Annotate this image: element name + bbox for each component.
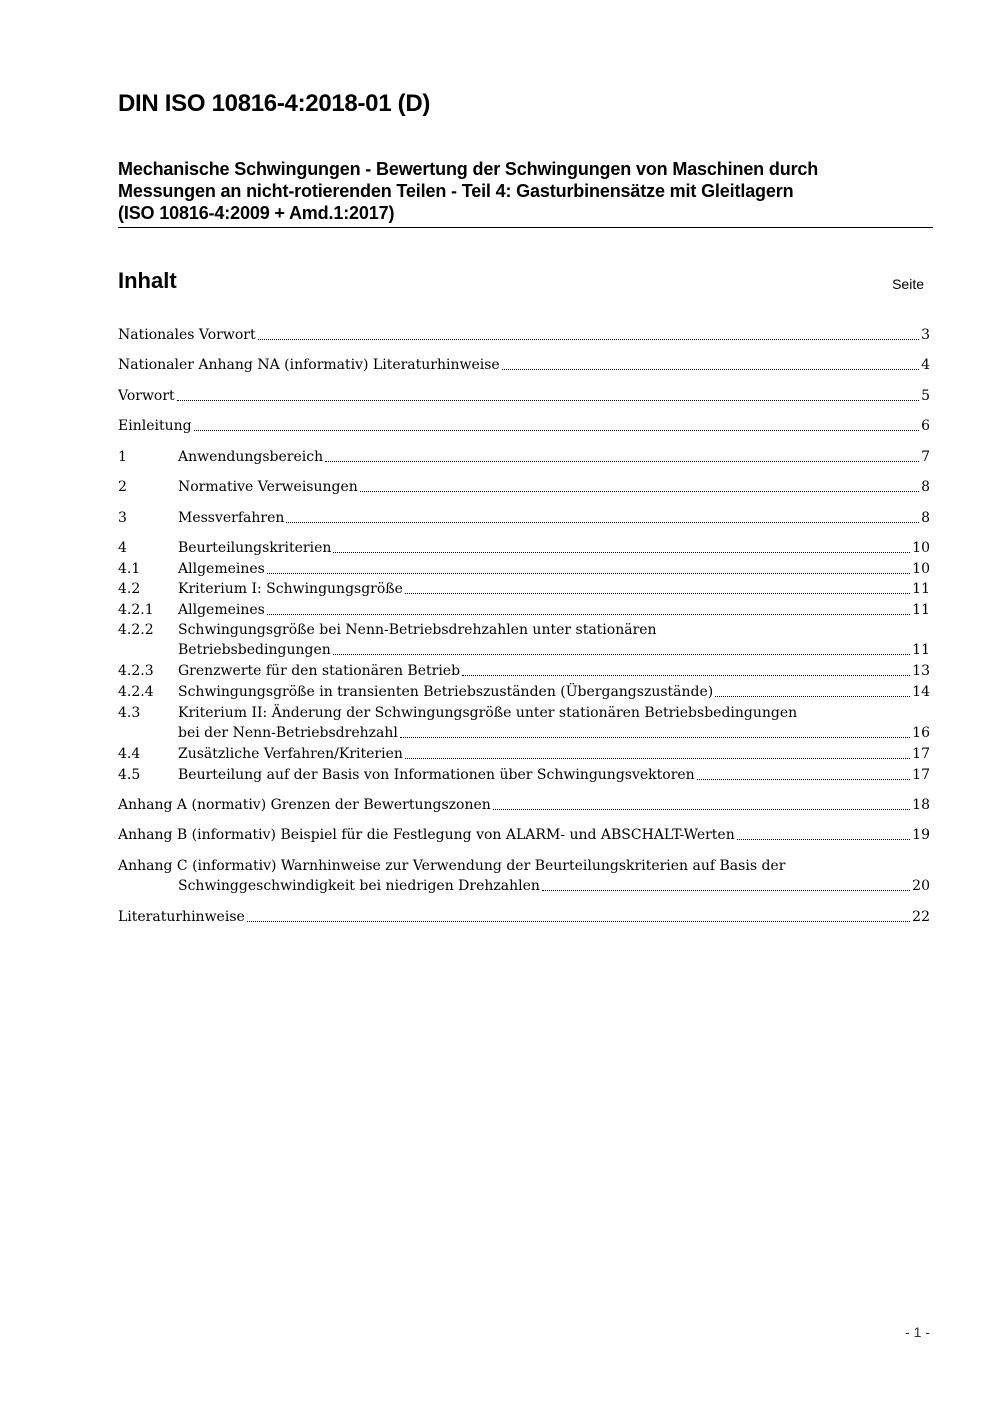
toc-entry-title: Kriterium I: Schwingungsgröße [178,581,403,597]
toc-entry-number: 4.2.2 [118,622,154,638]
toc-entry[interactable] [118,703,930,743]
toc-entry-number: 4.1 [118,561,141,577]
toc-entry[interactable] [118,508,930,528]
toc-entry-page: 11 [912,602,930,618]
toc-entry-title-continued: Betriebsbedingungen [178,642,331,658]
dot-leader [247,921,910,922]
toc-entry-page: 5 [921,388,930,404]
toc-entry-title: Grenzwerte für den stationären Betrieb [178,663,461,679]
toc-entry[interactable] [118,579,930,599]
subtitle-line: Messungen an nicht-rotierenden Teilen - Teil 4: Gasturbinensätze mit Gleitlagern [118,181,794,201]
dot-leader [502,369,919,370]
toc-entry-page: 20 [912,878,930,894]
toc-entry[interactable] [118,386,930,406]
subtitle-line: (ISO 10816-4:2009 + Amd.1:2017) [118,203,395,223]
document-title: DIN ISO 10816-4:2018-01 (D) [118,90,431,117]
toc-heading: Inhalt [118,268,177,293]
toc-entry-page: 17 [912,767,930,783]
dot-leader [258,339,920,340]
document-subtitle [118,158,933,228]
toc-entry[interactable] [118,447,930,467]
toc-entry[interactable] [118,355,930,375]
toc-entry-page: 8 [921,479,930,495]
toc-entry-title: Beurteilung auf der Basis von Informationen über Schwingungsvektoren [178,767,695,783]
toc-entry-title: Anhang A (normativ) Grenzen der Bewertungszonen [118,797,491,813]
dot-leader [286,522,919,523]
toc-entry-page: 14 [912,684,930,700]
toc-entry-page: 18 [912,797,930,813]
toc-entry[interactable] [118,416,930,436]
toc-entry-title: Allgemeines [178,602,265,618]
toc-entry-title: Zusätzliche Verfahren/Kriterien [178,746,403,762]
toc-entry-title: Anhang C (informativ) Warnhinweise zur Verwendung der Beurteilungskriterien auf Basis der [118,858,786,874]
toc-entry-number: 1 [118,449,127,465]
dot-leader [400,737,910,738]
toc-entry[interactable] [118,907,930,927]
toc-entry-page: 3 [921,327,930,343]
toc-entry[interactable] [118,825,930,845]
toc-entry[interactable] [118,559,930,579]
toc-entry-title: Nationaler Anhang NA (informativ) Literaturhinweise [118,357,500,373]
toc-entry[interactable] [118,477,930,497]
toc-entry-page: 16 [912,725,930,741]
toc-entry-title: Anhang B (informativ) Beispiel für die Festlegung von ALARM- und ABSCHALT-Werten [118,827,735,843]
toc-entry-title: Beurteilungskriterien [178,540,332,556]
toc-entry-page: 11 [912,642,930,658]
toc-entry[interactable] [118,795,930,815]
toc-entry[interactable] [118,765,930,785]
dot-leader [360,491,919,492]
toc-entry-title-continued: bei der Nenn-Betriebsdrehzahl [178,725,398,741]
dot-leader [333,654,910,655]
toc-entry[interactable] [118,856,930,896]
toc-entry-title: Schwingungsgröße in transienten Betriebszuständen (Übergangszustände) [178,684,714,700]
toc-entry-number: 4.5 [118,767,141,783]
dot-leader [405,593,910,594]
dot-leader [194,430,920,431]
dot-leader [462,675,910,676]
toc-entry-number: 4.2.1 [118,602,154,618]
toc-entry-page: 10 [912,561,930,577]
dot-leader [267,573,910,574]
toc-entry-number: 4.2 [118,581,141,597]
toc-entry-title: Anwendungsbereich [178,449,324,465]
toc-page-column-label: Seite [892,276,924,292]
toc-entry-page: 7 [921,449,930,465]
toc-entry-page: 11 [912,581,930,597]
toc-entry[interactable] [118,538,930,558]
toc-entry-number: 2 [118,479,127,495]
toc-entry-number: 4 [118,540,127,556]
toc-entry[interactable] [118,600,930,620]
toc-entry-title: Literaturhinweise [118,909,245,925]
dot-leader [542,890,910,891]
toc-entry-number: 4.4 [118,746,141,762]
dot-leader [737,839,910,840]
toc-entry-title: Einleitung [118,418,192,434]
toc-entry-page: 17 [912,746,930,762]
toc-entry-page: 13 [912,663,930,679]
toc-entry-page: 4 [921,357,930,373]
dot-leader [493,809,910,810]
toc-entry-title: Allgemeines [178,561,265,577]
dot-leader [405,758,910,759]
toc-entry[interactable] [118,682,930,702]
toc-entry-page: 19 [912,827,930,843]
dot-leader [177,400,919,401]
toc-entry-number: 4.3 [118,705,141,721]
dot-leader [267,614,910,615]
dot-leader [715,696,910,697]
toc-entry-title: Messverfahren [178,510,285,526]
toc-entry[interactable] [118,661,930,681]
toc-entry-title: Nationales Vorwort [118,327,256,343]
toc-entry-title-continued: Schwinggeschwindigkeit bei niedrigen Drehzahlen [178,878,540,894]
dot-leader [325,461,919,462]
toc-entry-page: 6 [921,418,930,434]
toc-entry-page: 10 [912,540,930,556]
toc-entry-page: 8 [921,510,930,526]
toc-entry-number: 4.2.3 [118,663,154,679]
toc-entry[interactable] [118,325,930,345]
toc-entry-title: Schwingungsgröße bei Nenn-Betriebsdrehzahlen unter stationären [178,622,657,638]
dot-leader [333,552,910,553]
toc-entry[interactable] [118,620,930,660]
dot-leader [697,779,910,780]
toc-entry-title: Vorwort [118,388,175,404]
toc-entry-title: Normative Verweisungen [178,479,358,495]
subtitle-line: Mechanische Schwingungen - Bewertung der Schwingungen von Maschinen durch [118,159,819,179]
toc-entry-title: Kriterium II: Änderung der Schwingungsgröße unter stationären Betriebsbedingungen [178,705,798,721]
toc-entry-number: 3 [118,510,127,526]
toc-entry-number: 4.2.4 [118,684,154,700]
page-number: - 1 - [905,1324,930,1340]
toc-entry[interactable] [118,744,930,764]
toc-entry-page: 22 [912,909,930,925]
